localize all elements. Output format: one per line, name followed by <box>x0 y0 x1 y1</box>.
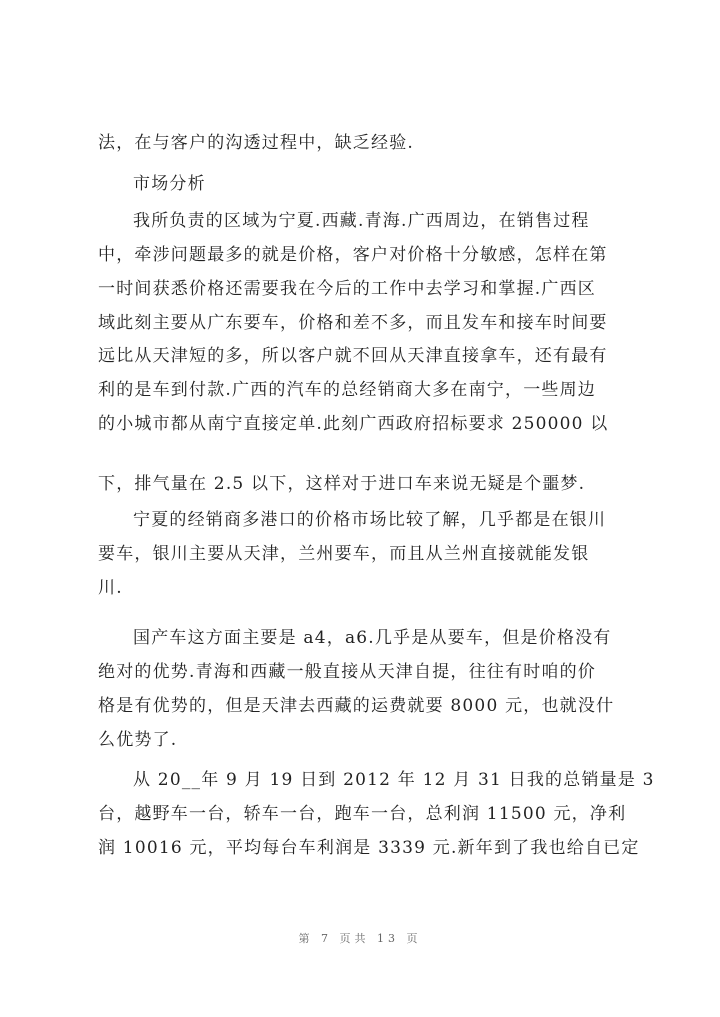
text-line: 从 20__年 9 月 19 日到 2012 年 12 月 31 日我的总销量是 3 <box>133 770 655 790</box>
text-line: 远比从天津短的多，所以客户就不回从天津直接拿车，还有最有 <box>98 346 608 366</box>
text-line: 法，在与客户的沟透过程中，缺乏经验. <box>98 133 415 153</box>
text-line: 国产车这方面主要是 a4，a6.几乎是从要车，但是价格没有 <box>133 628 612 648</box>
text-line: 的小城市都从南宁直接定单.此刻广西政府招标要求 250000 以 <box>98 414 609 434</box>
text-line: 下，排气量在 2.5 以下，这样对于进口车来说无疑是个噩梦. <box>98 474 586 494</box>
section-heading: 市场分析 <box>133 174 206 194</box>
text-line: 宁夏的经销商多港口的价格市场比较了解，几乎都是在银川 <box>133 510 607 530</box>
text-line: 绝对的优势.青海和西藏一般直接从天津自提，往往有时咱的价 <box>98 662 597 682</box>
text-line: 域此刻主要从广东要车，价格和差不多，而且发车和接车时间要 <box>98 313 608 333</box>
text-line: 格是有优势的，但是天津去西藏的运费就要 8000 元，也就没什 <box>98 696 615 716</box>
text-line: 一时间获悉价格还需要我在今后的工作中去学习和掌握.广西区 <box>98 279 597 299</box>
text-line: 我所负责的区域为宁夏.西藏.青海.广西周边，在销售过程 <box>133 211 590 231</box>
text-line: 川. <box>98 578 123 598</box>
text-line: 要车，银川主要从天津，兰州要车，而且从兰州直接就能发银 <box>98 544 590 564</box>
text-line: 台，越野车一台，轿车一台，跑车一台，总利润 11500 元，净利 <box>98 804 627 824</box>
text-line: 利的是车到付款.广西的汽车的总经销商大多在南宁，一些周边 <box>98 380 597 400</box>
text-line: 润 10016 元，平均每台车利润是 3339 元.新年到了我也给自已定 <box>98 838 640 858</box>
text-line: 中，牵涉问题最多的就是价格，客户对价格十分敏感，怎样在第 <box>98 245 608 265</box>
page-number: 第 7 页共 13 页 <box>298 932 422 945</box>
text-line: 么优势了. <box>98 730 178 750</box>
